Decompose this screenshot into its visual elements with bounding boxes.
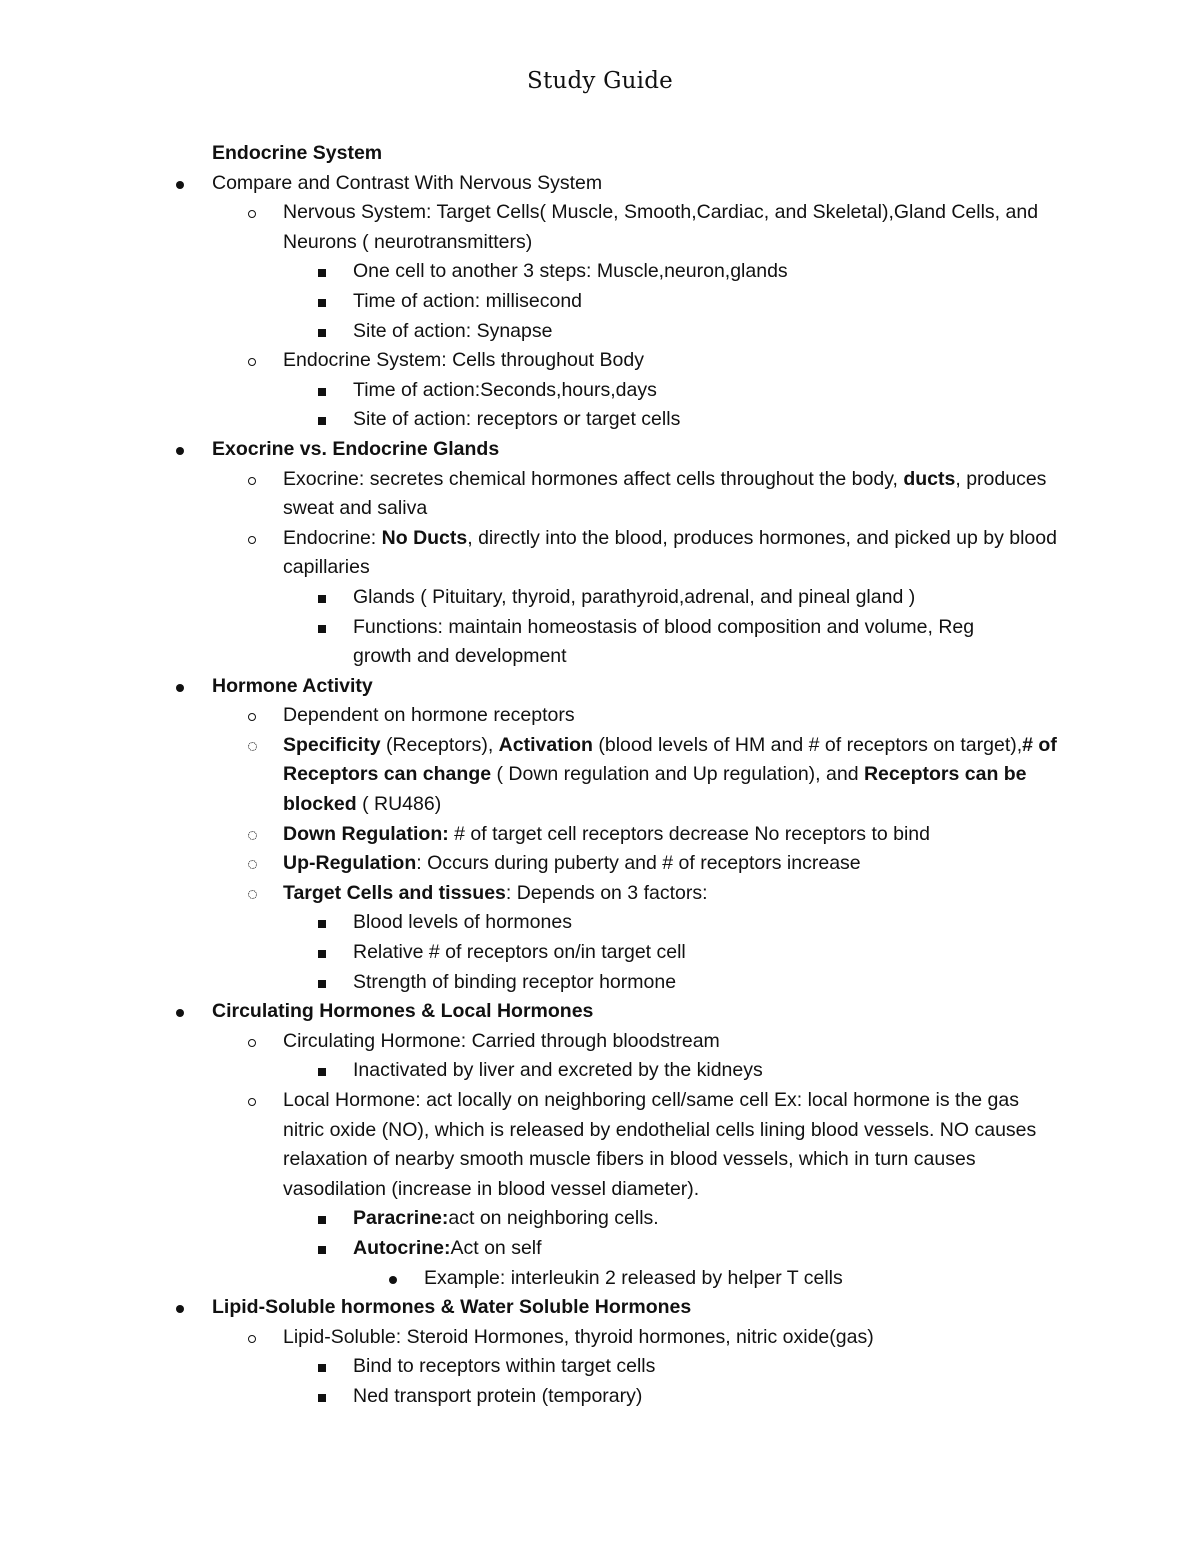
bold-text: Paracrine: xyxy=(353,1207,449,1230)
bold-text: ducts xyxy=(903,467,956,490)
square-bullet-icon xyxy=(318,950,326,958)
dotted-bullet-icon xyxy=(248,742,257,751)
square-bullet-icon xyxy=(318,1364,326,1372)
list-item xyxy=(0,465,1200,524)
text: act on neighboring cells. xyxy=(448,1207,659,1230)
bold-text: # of Receptors can change xyxy=(283,733,1057,786)
text: Strength of binding receptor hormone xyxy=(353,970,677,993)
list-item xyxy=(0,613,1200,672)
text: (Receptors), xyxy=(380,733,499,756)
list-item xyxy=(0,317,1200,347)
list-item xyxy=(0,1352,1200,1382)
text: Example: interleukin 2 released by helper T cells xyxy=(424,1266,843,1289)
circle-bullet-icon xyxy=(248,536,256,544)
bold-text: Down Regulation: xyxy=(283,822,449,845)
circle-bullet-icon xyxy=(248,1039,256,1047)
list-item xyxy=(0,405,1200,435)
list-item xyxy=(0,731,1200,820)
list-item xyxy=(0,672,1200,702)
bold-text: Receptors can be blocked xyxy=(283,763,1027,816)
list-item xyxy=(0,257,1200,287)
list-item xyxy=(0,376,1200,406)
text: One cell to another 3 steps: Muscle,neuron,glands xyxy=(353,260,788,283)
square-bullet-icon xyxy=(318,595,326,603)
text: Compare and Contrast With Nervous System xyxy=(212,171,603,194)
list-item xyxy=(0,997,1200,1027)
dotted-bullet-icon xyxy=(248,890,257,899)
square-bullet-icon xyxy=(318,1246,326,1254)
text: Time of action: millisecond xyxy=(353,289,583,312)
square-bullet-icon xyxy=(318,980,326,988)
bold-text: Lipid-Soluble hormones & Water Soluble Hormones xyxy=(212,1296,692,1319)
list-item xyxy=(0,820,1200,850)
list-item xyxy=(0,287,1200,317)
circle-bullet-icon xyxy=(248,713,256,721)
text: Inactivated by liver and excreted by the kidneys xyxy=(353,1059,763,1082)
square-bullet-icon xyxy=(318,329,326,337)
bold-text: Up-Regulation xyxy=(283,852,417,875)
document-body xyxy=(0,139,1200,1412)
disc-bullet-icon xyxy=(176,181,184,189)
text: # of target cell receptors decrease No receptors to bind xyxy=(448,822,930,845)
text: Functions: maintain homeostasis of blood composition and volume, Reg growth and development xyxy=(353,615,975,668)
text: Glands ( Pituitary, thyroid, parathyroid,adrenal, and pineal gland ) xyxy=(353,585,916,608)
list-item xyxy=(0,1204,1200,1234)
text: Nervous System: Target Cells( Muscle, Smooth,Cardiac, and Skeletal),Gland Cells, and Neurons ( neurotransmitters) xyxy=(283,201,1039,253)
circle-bullet-icon xyxy=(248,477,256,485)
square-bullet-icon xyxy=(318,1216,326,1224)
text: Exocrine: secretes chemical hormones affect cells throughout the body, xyxy=(283,467,904,490)
bold-text: No Ducts xyxy=(381,526,468,549)
text: Lipid-Soluble: Steroid Hormones, thyroid hormones, nitric oxide(gas) xyxy=(283,1325,874,1348)
text: Site of action: receptors or target cells xyxy=(353,408,681,431)
text: Dependent on hormone receptors xyxy=(283,704,575,727)
list-item xyxy=(0,908,1200,938)
text: Endocrine System: Cells throughout Body xyxy=(283,349,644,372)
bold-text: Circulating Hormones & Local Hormones xyxy=(212,1000,594,1023)
text: Relative # of receptors on/in target cell xyxy=(353,941,686,964)
square-bullet-icon xyxy=(318,417,326,425)
bold-text: Exocrine vs. Endocrine Glands xyxy=(212,437,500,460)
circle-bullet-icon xyxy=(248,1335,256,1343)
circle-bullet-icon xyxy=(248,210,256,218)
text: , produces sweat and saliva xyxy=(283,467,1047,520)
text: ( RU486) xyxy=(356,793,442,816)
square-bullet-icon xyxy=(318,299,326,307)
disc-bullet-icon xyxy=(176,447,184,455)
list-item xyxy=(0,524,1200,583)
disc-bullet-icon xyxy=(389,1276,397,1284)
text: Circulating Hormone: Carried through bloodstream xyxy=(283,1029,720,1052)
square-bullet-icon xyxy=(318,920,326,928)
dotted-bullet-icon xyxy=(248,831,257,840)
disc-bullet-icon xyxy=(176,1305,184,1313)
bold-text: Specificity xyxy=(283,733,381,756)
text: Bind to receptors within target cells xyxy=(353,1355,656,1378)
list-item xyxy=(0,938,1200,968)
text: Time of action:Seconds,hours,days xyxy=(353,378,657,401)
text: Act on self xyxy=(450,1236,542,1259)
square-bullet-icon xyxy=(318,388,326,396)
square-bullet-icon xyxy=(318,1394,326,1402)
list-item xyxy=(0,1293,1200,1323)
list-item xyxy=(0,583,1200,613)
text: (blood levels of HM and # of receptors on target), xyxy=(592,733,1023,756)
bold-text: Autocrine: xyxy=(353,1236,451,1259)
list-item xyxy=(0,849,1200,879)
text: ( Down regulation and Up regulation), and xyxy=(491,763,864,786)
dotted-bullet-icon xyxy=(248,860,257,869)
circle-bullet-icon xyxy=(248,1098,256,1106)
list-item xyxy=(0,1056,1200,1086)
page-title: Study Guide xyxy=(527,68,673,94)
disc-bullet-icon xyxy=(176,1009,184,1017)
text: Endocrine: xyxy=(283,526,382,549)
list-item xyxy=(0,346,1200,376)
section-heading xyxy=(0,139,1200,169)
list-item xyxy=(0,1323,1200,1353)
list-item xyxy=(0,1027,1200,1057)
bold-text: Endocrine System xyxy=(212,142,383,164)
list-item xyxy=(0,1382,1200,1412)
circle-bullet-icon xyxy=(248,358,256,366)
bold-text: Activation xyxy=(498,733,593,756)
text: , directly into the blood, produces hormones, and picked up by blood capillaries xyxy=(283,526,1057,579)
square-bullet-icon xyxy=(318,625,326,633)
list-item xyxy=(0,1234,1200,1264)
text: : Occurs during puberty and # of receptors increase xyxy=(416,852,861,875)
text: Blood levels of hormones xyxy=(353,911,572,934)
text: Local Hormone: act locally on neighboring cell/same cell Ex: local hormone is the gas nitric oxide (NO), which is released by endothelial cells lining blood vessels. NO causes relaxation of nearby smooth muscle fibers in blood vessels, which in turn causes vasodilation (increase in blood vessel diameter). xyxy=(283,1089,1037,1200)
list-item xyxy=(0,169,1200,199)
bold-text: Target Cells and tissues xyxy=(283,881,506,904)
list-item xyxy=(0,1086,1200,1204)
list-item xyxy=(0,701,1200,731)
list-item xyxy=(0,198,1200,257)
text: Site of action: Synapse xyxy=(353,319,553,342)
list-item xyxy=(0,968,1200,998)
list-item xyxy=(0,1264,1200,1294)
square-bullet-icon xyxy=(318,1068,326,1076)
text: Ned transport protein (temporary) xyxy=(353,1384,643,1407)
disc-bullet-icon xyxy=(176,684,184,692)
text: : Depends on 3 factors: xyxy=(505,881,708,904)
bold-text: Hormone Activity xyxy=(212,674,373,697)
square-bullet-icon xyxy=(318,269,326,277)
list-item xyxy=(0,435,1200,465)
list-item xyxy=(0,879,1200,909)
